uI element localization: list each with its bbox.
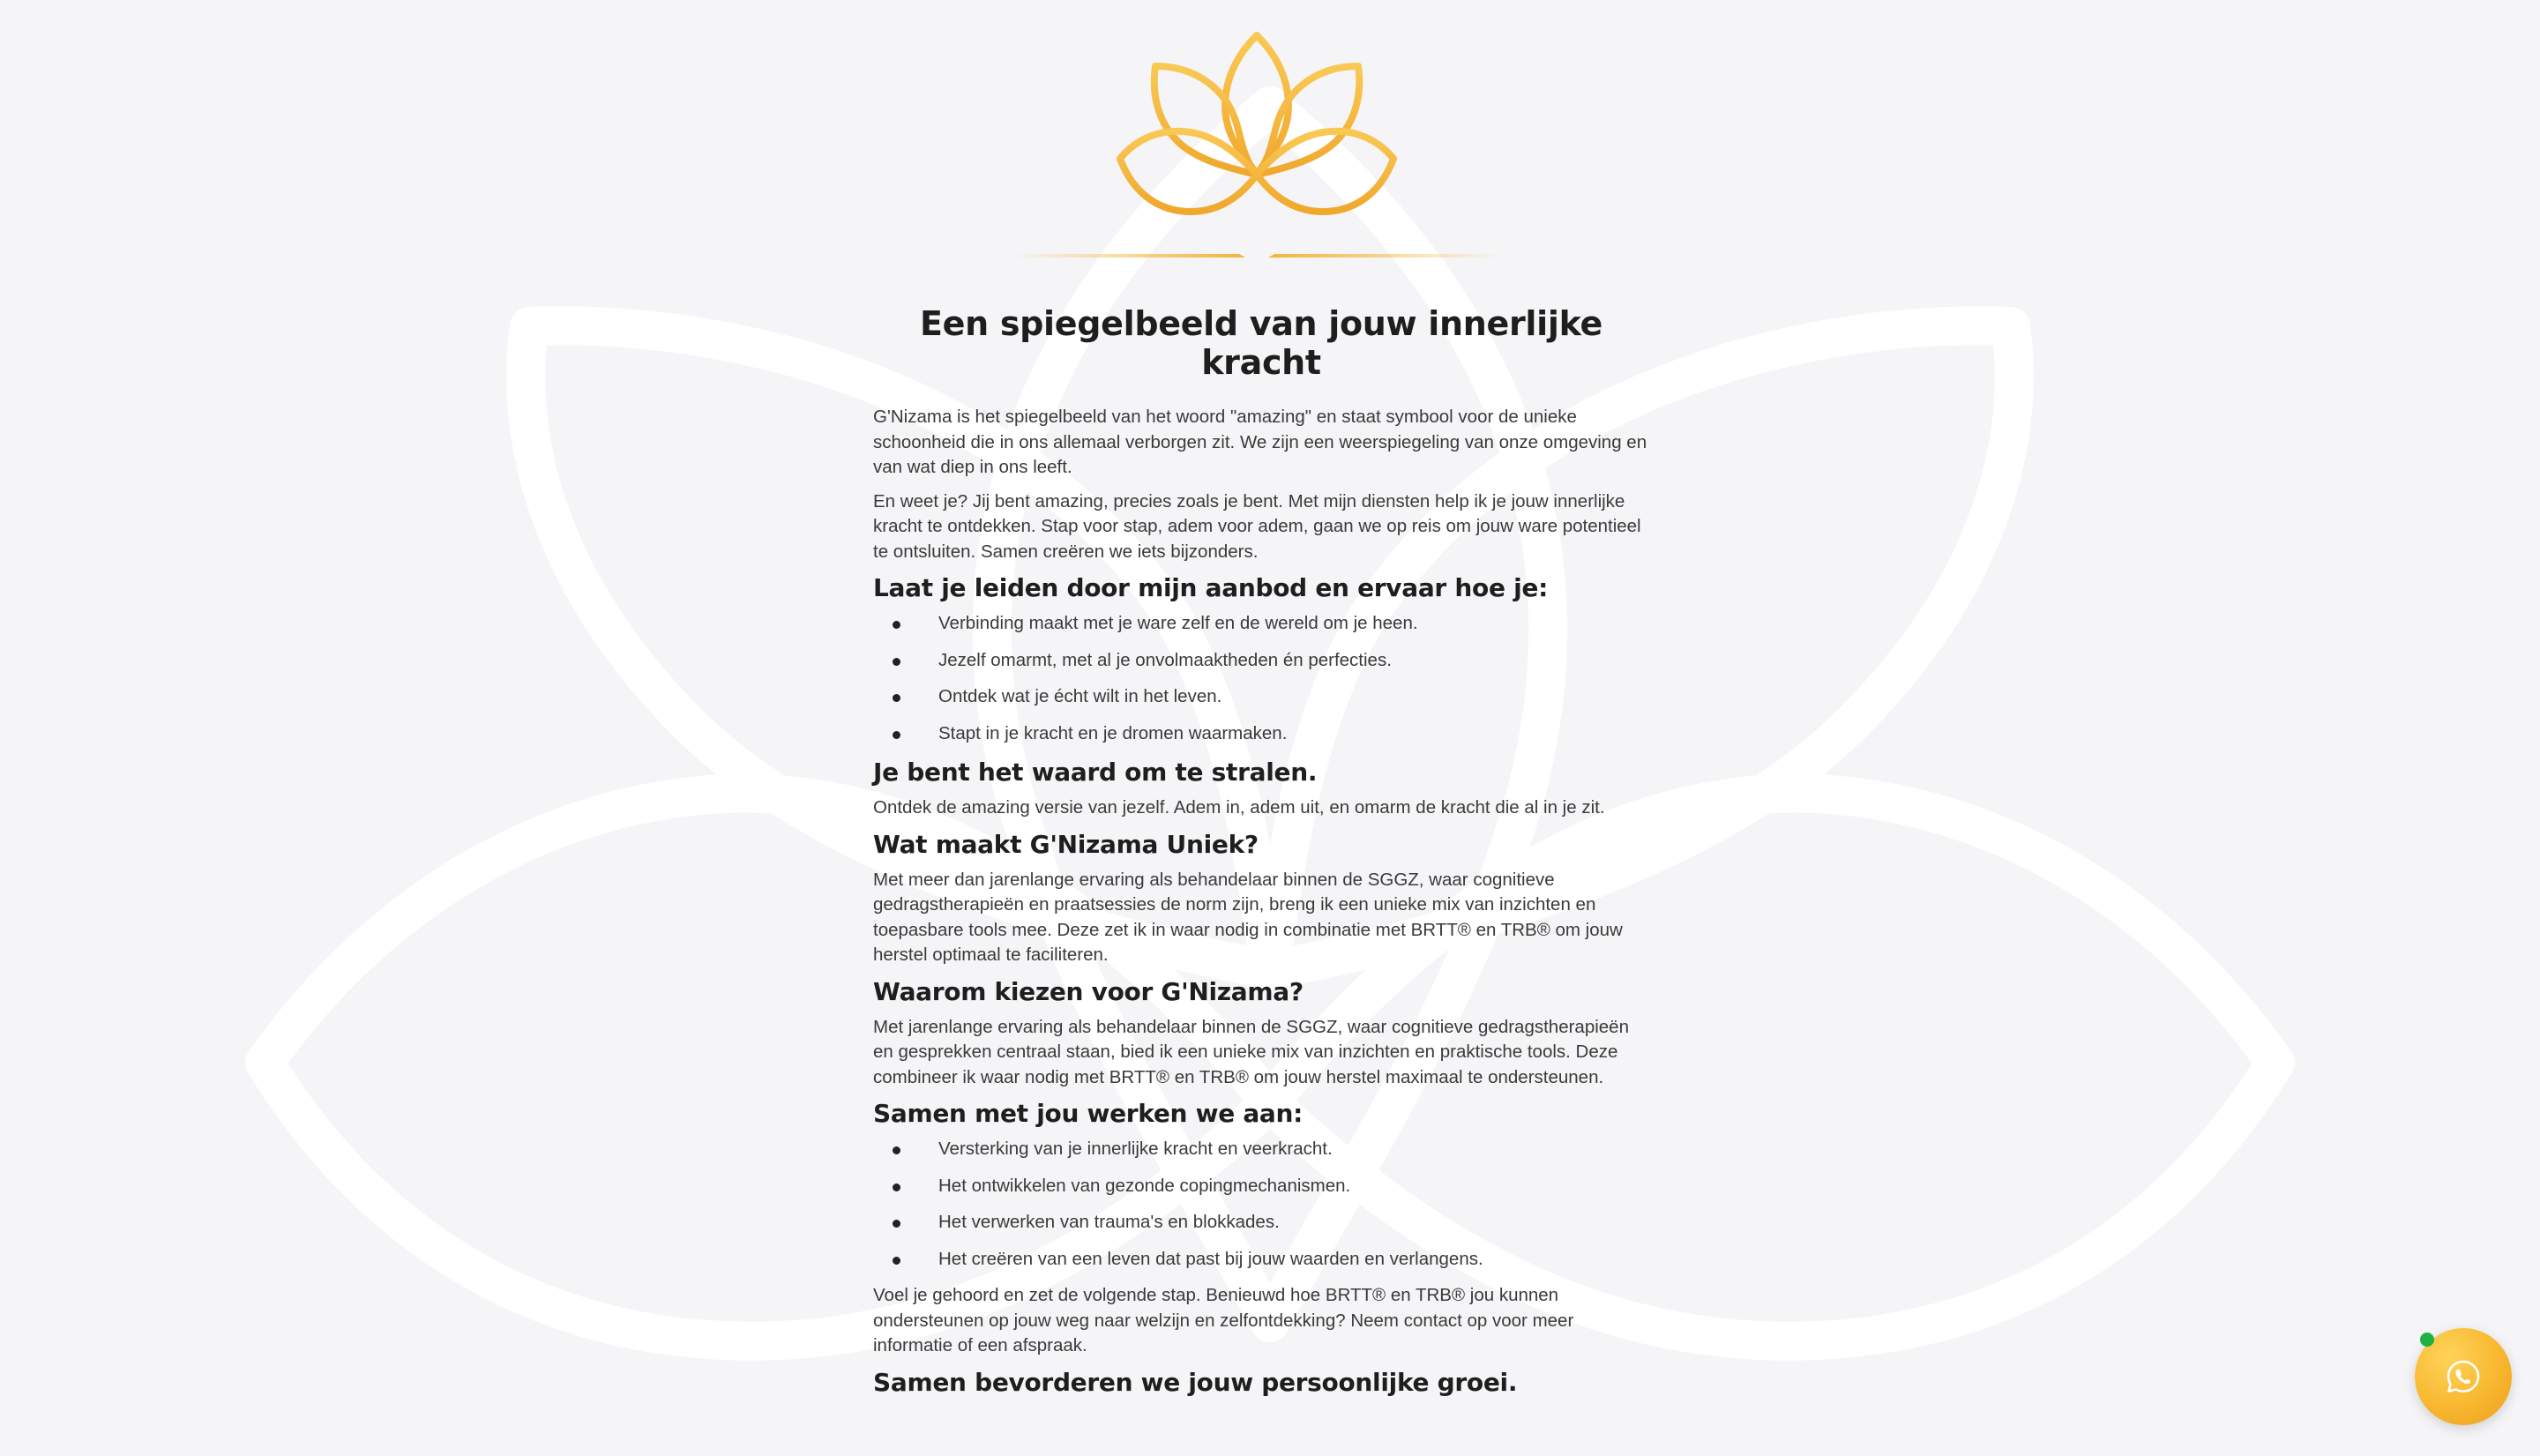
bullet-icon	[893, 731, 900, 739]
shine-heading: Je bent het waard om te stralen.	[873, 758, 1318, 787]
list-item	[873, 1174, 1649, 1199]
whatsapp-icon	[2446, 1359, 2481, 1394]
list-item	[873, 1137, 1649, 1162]
list-item	[873, 648, 1649, 674]
closing-heading: Samen bevorderen we jouw persoonlijke groei.	[873, 1367, 1518, 1397]
cta-paragraph: Voel je gehoord en zet de volgende stap. Benieuwd hoe BRTT® en TRB® jou kunnen ondersteunen op jouw weg naar welzijn en zelfontdekking? Neem contact op voor meer informatie of een afspraak.	[873, 1285, 1574, 1355]
offer-heading: Laat je leiden door mijn aanbod en ervaar hoe je:	[873, 573, 1548, 602]
together-heading: Samen met jou werken we aan:	[873, 1099, 1304, 1128]
list-item	[873, 1247, 1649, 1273]
bullet-icon	[893, 658, 900, 666]
page-title: Een spiegelbeeld van jouw innerlijke kracht	[920, 304, 1602, 382]
list-item-text: Verbinding maakt met je ware zelf en de wereld om je heen.	[938, 613, 1418, 633]
intro-paragraph: G'Nizama is het spiegelbeeld van het woord "amazing" en staat symbool voor de unieke schoonheid die in ons allemaal verborgen zit. We zijn een weerspiegeling van onze omgeving en van wat diep in ons leeft.	[873, 407, 1647, 477]
list-item	[873, 1210, 1649, 1236]
list-item	[873, 611, 1649, 637]
shine-paragraph: Ontdek de amazing versie van jezelf. Adem in, adem uit, en omarm de kracht die al in je zit.	[873, 797, 1605, 818]
main-content	[873, 304, 1649, 1406]
bullet-icon	[893, 1257, 900, 1265]
why-paragraph: Met jarenlange ervaring als behandelaar binnen de SGGZ, waar cognitieve gedragstherapieën en gesprekken centraal staan, bied ik een unieke mix van inzichten en praktische tools. Deze combineer ik waar nodig met BRTT® en TRB® om jouw herstel maximaal te ondersteunen.	[873, 1016, 1629, 1087]
online-status-indicator	[2420, 1333, 2434, 1347]
list-item-text: Stapt in je kracht en je dromen waarmaken.	[938, 722, 1288, 743]
list-item-text: Het verwerken van trauma's en blokkades.	[938, 1212, 1280, 1232]
list-item-text: Versterking van je innerlijke kracht en veerkracht.	[938, 1139, 1333, 1159]
unique-heading: Wat maakt G'Nizama Uniek?	[873, 829, 1259, 859]
list-item-text: Ontdek wat je écht wilt in het leven.	[938, 686, 1222, 706]
bullet-icon	[893, 1220, 900, 1228]
offer-list	[873, 611, 1649, 746]
bullet-icon	[893, 621, 900, 629]
why-heading: Waarom kiezen voor G'Nizama?	[873, 976, 1304, 1006]
unique-paragraph: Met meer dan jarenlange ervaring als behandelaar binnen de SGGZ, waar cognitieve gedragstherapieën en praatsessies de norm zijn, breng ik een unieke mix van inzichten en toepasbare tools mee. Deze zet ik in waar nodig in combinatie met BRTT® en TRB® om jouw herstel optimaal te faciliteren.	[873, 869, 1623, 965]
list-item-text: Het ontwikkelen van gezonde copingmechanismen.	[938, 1175, 1351, 1196]
intro-paragraph: En weet je? Jij bent amazing, precies zoals je bent. Met mijn diensten help ik je jouw innerlijke kracht te ontdekken. Stap voor stap, adem voor adem, gaan we op reis om jouw ware potentieel te ontsluiten. Samen creëren we iets bijzonders.	[873, 490, 1641, 562]
list-item	[873, 721, 1649, 747]
together-list	[873, 1137, 1649, 1272]
list-item-text: Het creëren van een leven dat past bij jouw waarden en verlangens.	[938, 1248, 1483, 1269]
lotus-logo-icon	[1005, 26, 1508, 265]
list-item	[873, 684, 1649, 710]
bullet-icon	[893, 1183, 900, 1191]
bullet-icon	[893, 1146, 900, 1154]
list-item-text: Jezelf omarmt, met al je onvolmaaktheden én perfecties.	[938, 649, 1392, 670]
bullet-icon	[893, 694, 900, 702]
